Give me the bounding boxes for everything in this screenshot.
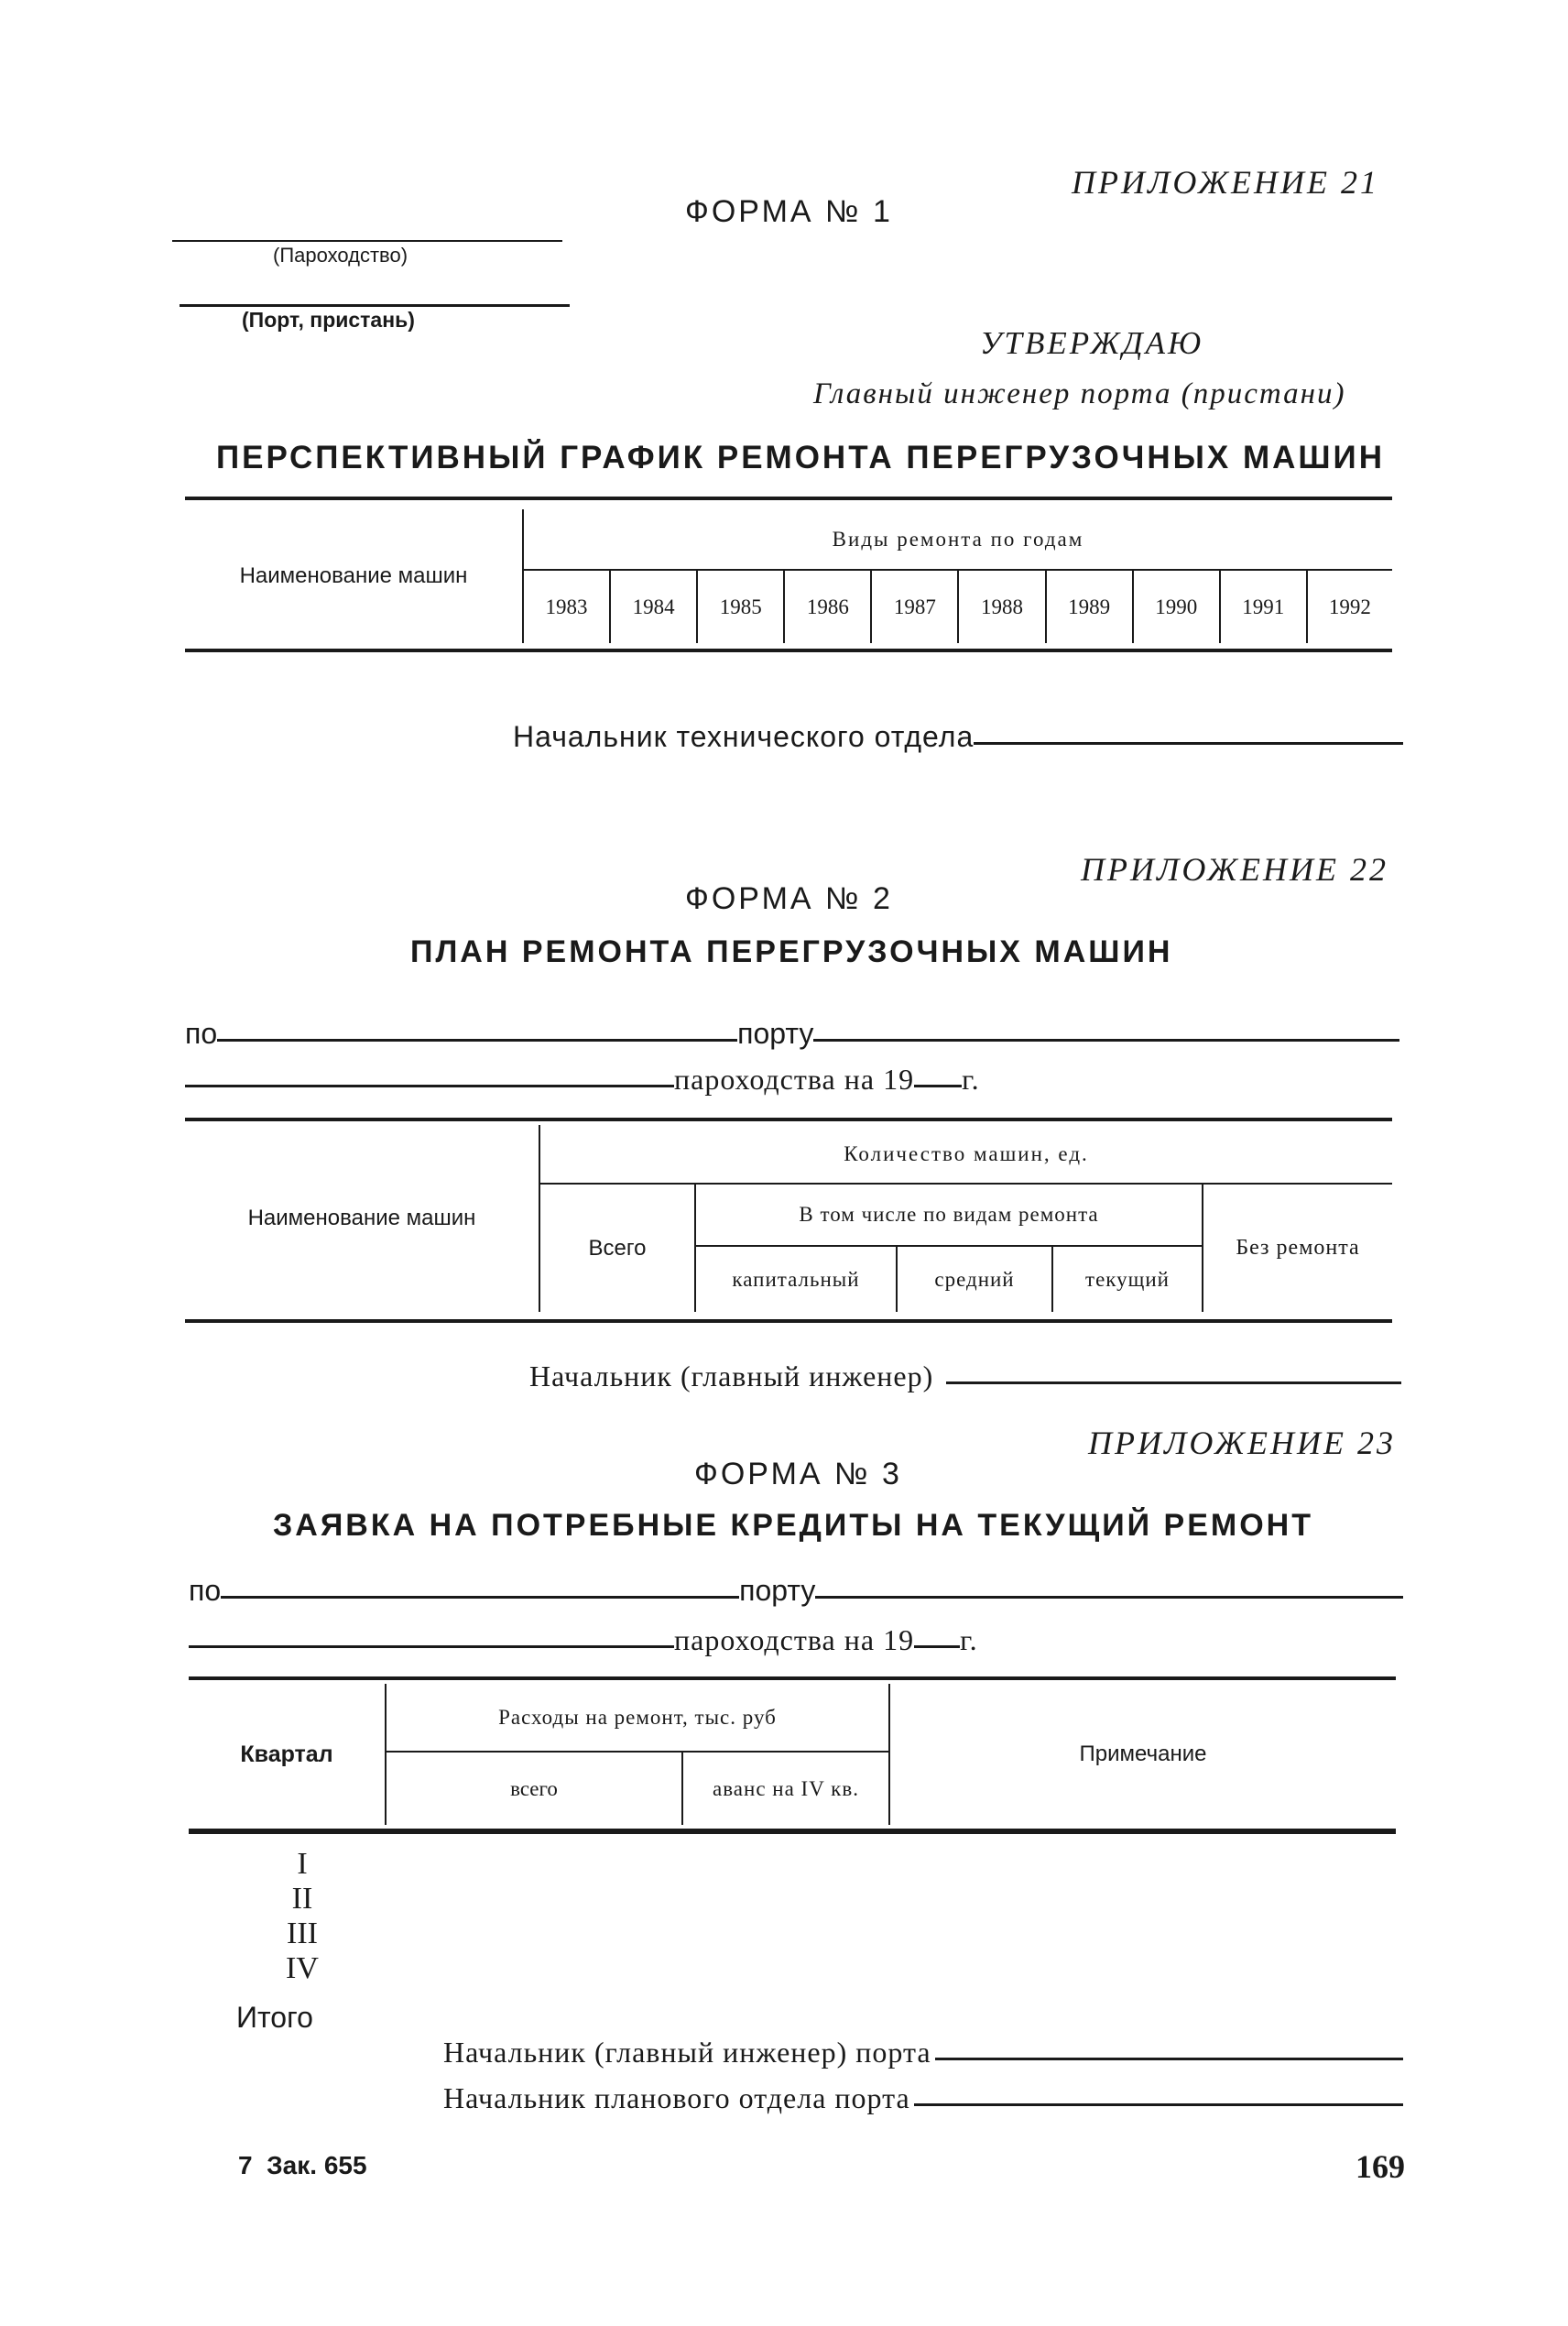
col-machine-name: Наименование машин xyxy=(247,1206,476,1230)
year-suffix: г. xyxy=(960,1623,978,1656)
col-machine-count: Количество машин, ед. xyxy=(539,1125,1392,1184)
chief-signature-3 xyxy=(443,2036,1403,2069)
by-label: по xyxy=(189,1574,222,1607)
table-2-bottom-rule xyxy=(185,1319,1392,1323)
col-current: текущий xyxy=(1052,1246,1203,1312)
form-1-table xyxy=(185,509,1392,643)
approval-heading: УТВЕРЖДАЮ xyxy=(980,325,1204,361)
approver-title: Главный инженер порта (пристани) xyxy=(813,377,1346,410)
appendix-23-label: ПРИЛОЖЕНИЕ 23 xyxy=(1088,1425,1396,1461)
fill-line xyxy=(815,1596,1403,1599)
planning-dept-signature xyxy=(443,2081,1403,2115)
signature-fill-line xyxy=(935,2058,1403,2060)
quarter-label: I xyxy=(297,1847,308,1881)
col-expenses-total: всего xyxy=(386,1752,682,1825)
table-3-bottom-rule xyxy=(189,1829,1396,1834)
technical-dept-signature-label: Начальник технического отдела xyxy=(513,720,975,753)
planning-dept-signature-label: Начальник планового отдела порта xyxy=(443,2081,910,2114)
signature-fill-line xyxy=(914,2103,1403,2106)
col-quarter: Квартал xyxy=(240,1741,333,1767)
by-label: по xyxy=(185,1017,218,1050)
year-cell: 1985 xyxy=(697,570,784,643)
table-1-top-rule xyxy=(185,497,1392,500)
total-row-label: Итого xyxy=(236,2001,313,2034)
year-cell: 1983 xyxy=(523,570,610,643)
col-total: Всего xyxy=(539,1184,695,1312)
port-fill-line xyxy=(180,304,570,307)
table-3-top-rule xyxy=(189,1676,1396,1680)
port-label: порту xyxy=(737,1017,814,1050)
fill-line xyxy=(221,1596,739,1599)
year-cell: 1986 xyxy=(784,570,871,643)
col-by-repair-type: В том числе по видам ремонта xyxy=(695,1184,1203,1246)
col-capital: капитальный xyxy=(695,1246,897,1312)
col-repair-expenses: Расходы на ремонт, тыс. руб xyxy=(386,1684,889,1752)
steamship-company-caption: (Пароходство) xyxy=(273,244,408,267)
appendix-22-label: ПРИЛОЖЕНИЕ 22 xyxy=(1081,851,1388,888)
chief-port-signature-label: Начальник (главный инженер) порта xyxy=(443,2036,931,2069)
fill-line xyxy=(189,1645,674,1648)
year-cell: 1989 xyxy=(1046,570,1133,643)
year-cell: 1990 xyxy=(1133,570,1220,643)
year-cell: 1987 xyxy=(871,570,958,643)
company-year-label: пароходства на 19 xyxy=(674,1063,915,1096)
form-2-heading: ФОРМА № 2 xyxy=(685,881,893,916)
form-3-table xyxy=(189,1684,1396,1825)
chief-signature-label: Начальник (главный инженер) xyxy=(529,1360,934,1392)
form-2-port-line xyxy=(185,1017,1399,1051)
form-3-port-line xyxy=(189,1574,1403,1608)
col-repair-by-year: Виды ремонта по годам xyxy=(523,509,1392,570)
col-without-repair: Без ремонта xyxy=(1203,1184,1392,1312)
steamship-company-fill-line xyxy=(172,240,562,242)
quarter-label: II xyxy=(291,1882,313,1916)
fill-line xyxy=(813,1039,1399,1042)
year-cell: 1991 xyxy=(1220,570,1307,643)
fill-line xyxy=(185,1085,674,1087)
year-suffix: г. xyxy=(962,1063,980,1096)
page-number: 169 xyxy=(1356,2148,1405,2185)
col-advance: аванс на IV кв. xyxy=(682,1752,889,1825)
form-1-title: ПЕРСПЕКТИВНЫЙ ГРАФИК РЕМОНТА ПЕРЕГРУЗОЧНЫХ МАШИН xyxy=(216,440,1385,475)
col-machine-name: Наименование машин xyxy=(239,563,468,588)
chief-signature-2 xyxy=(529,1360,1401,1393)
fill-line xyxy=(914,1645,960,1648)
fill-line xyxy=(217,1039,737,1042)
quarter-list xyxy=(229,1847,376,1986)
year-cell: 1984 xyxy=(610,570,697,643)
form-3-title: ЗАЯВКА НА ПОТРЕБНЫЕ КРЕДИТЫ НА ТЕКУЩИЙ РЕМОНТ xyxy=(273,1508,1313,1543)
company-year-label: пароходства на 19 xyxy=(674,1623,915,1656)
form-2-company-line xyxy=(185,1063,1064,1097)
form-2-title: ПЛАН РЕМОНТА ПЕРЕГРУЗОЧНЫХ МАШИН xyxy=(410,934,1173,969)
appendix-21-label: ПРИЛОЖЕНИЕ 21 xyxy=(1072,164,1379,201)
table-2-top-rule xyxy=(185,1118,1392,1121)
table-1-bottom-rule xyxy=(185,649,1392,652)
form-1-heading: ФОРМА № 1 xyxy=(685,194,893,229)
form-3-heading: ФОРМА № 3 xyxy=(694,1457,902,1491)
port-caption: (Порт, пристань) xyxy=(242,308,415,332)
col-note: Примечание xyxy=(889,1684,1396,1825)
quarter-label: IV xyxy=(286,1951,319,1985)
form-2-table xyxy=(185,1125,1392,1312)
year-cell: 1992 xyxy=(1307,570,1392,643)
fill-line xyxy=(914,1085,962,1087)
form-3-company-line xyxy=(189,1623,1068,1657)
print-order-number: 7 Зак. 655 xyxy=(238,2151,367,2179)
port-label: порту xyxy=(739,1574,816,1607)
signature-fill-line xyxy=(974,742,1403,745)
col-medium: средний xyxy=(897,1246,1052,1312)
signature-fill-line xyxy=(946,1381,1401,1384)
quarter-label: III xyxy=(287,1916,318,1950)
year-cell: 1988 xyxy=(958,570,1045,643)
technical-dept-signature xyxy=(513,720,1403,754)
